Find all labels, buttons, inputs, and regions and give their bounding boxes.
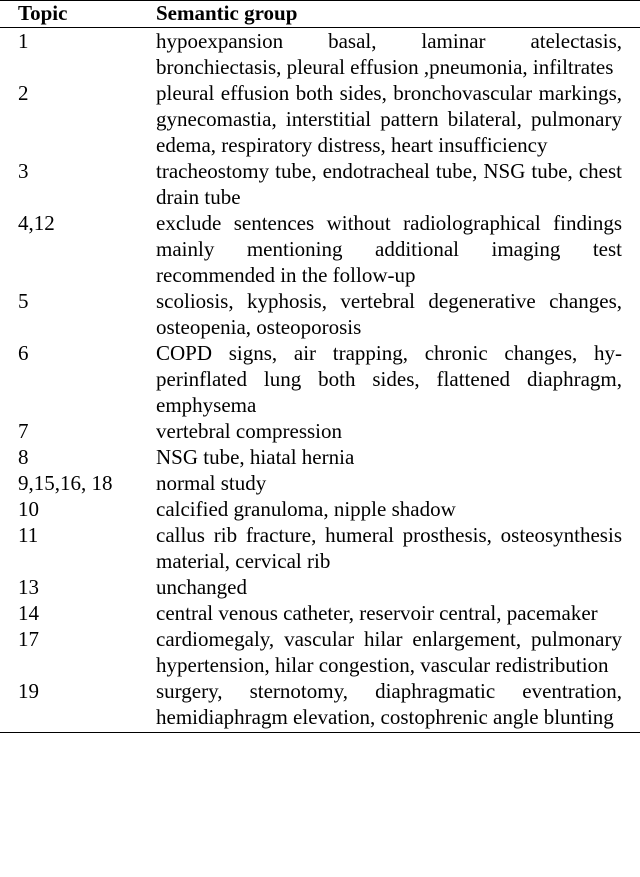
semantic-group-cell: callus rib fracture, humeral prosthesis, osteosynthesis material, cervical rib — [156, 523, 622, 573]
table-row — [0, 80, 640, 158]
table-row — [0, 340, 640, 418]
topic-cell: 19 — [0, 678, 152, 733]
semantic-group-cell: central venous catheter, reservoir central, pacemaker — [156, 601, 598, 625]
table-row — [0, 626, 640, 678]
topic-cell: 6 — [18, 341, 29, 365]
semantic-group-cell: tracheostomy tube, endotracheal tube, NSG tube, chest drain tube — [156, 159, 622, 209]
semantic-group-cell: cardiomegaly, vascular hilar enlargement, pulmonary hypertension, hilar congestion, vascular redistribution — [156, 627, 622, 677]
topic-cell: 3 — [18, 159, 29, 183]
topic-cell: 9,15,16, 18 — [18, 471, 113, 495]
semantic-group-cell: scoliosis, kyphosis, vertebral degenerative changes, osteopenia, osteoporosis — [156, 289, 622, 339]
topic-cell: 8 — [18, 445, 29, 469]
semantic-group-cell: surgery, sternotomy, diaphragmatic eventration, hemidiaphragm elevation, costophrenic angle blunting — [152, 678, 640, 733]
semantic-group-cell: NSG tube, hiatal hernia — [156, 445, 355, 469]
topic-cell: 2 — [18, 81, 29, 105]
table-row — [0, 678, 640, 733]
table-row — [0, 288, 640, 340]
header-row — [0, 1, 640, 28]
table-row — [0, 444, 640, 470]
semantic-group-cell: pleural effusion both sides, bronchovascular markings, gynecomastia, interstitial pattern bilateral, pulmonary edema, respiratory distress, heart insufficiency — [156, 81, 622, 157]
table-row — [0, 574, 640, 600]
semantic-group-cell: vertebral compression — [156, 419, 343, 443]
table-row — [0, 496, 640, 522]
topic-cell: 14 — [18, 601, 39, 625]
topic-cell: 17 — [18, 627, 39, 651]
table-row — [0, 210, 640, 288]
semantic-group-cell: calcified granuloma, nipple shadow — [156, 497, 456, 521]
topic-cell: 11 — [18, 523, 39, 547]
topic-cell: 13 — [18, 575, 39, 599]
topic-cell: 10 — [18, 497, 39, 521]
semantic-group-cell: unchanged — [156, 575, 247, 599]
topic-cell: 7 — [18, 419, 29, 443]
table-row — [0, 522, 640, 574]
semantic-group-cell: COPD signs, air trapping, chronic changes, hyperinflated lung both sides, flattened diaphragm, emphysema — [156, 341, 622, 417]
table-row — [0, 418, 640, 444]
semantic-group-cell: exclude sentences without radiolographical findings mainly mentioning additional imaging test recommended in the follow-up — [156, 211, 622, 287]
topic-column-header: Topic — [0, 1, 152, 28]
table-row — [0, 470, 640, 496]
semantic-group-cell: normal study — [156, 471, 267, 495]
topic-cell: 5 — [18, 289, 29, 313]
semantic-group-column-header: Semantic group — [152, 1, 640, 28]
semantic-group-cell: hypoexpansion basal, laminar atelectasis, bronchiectasis, pleural effusion ,pneumonia, infiltrates — [156, 29, 622, 79]
table-body — [0, 28, 640, 733]
topic-cell: 4,12 — [18, 211, 55, 235]
table-row — [0, 28, 640, 81]
table-row — [0, 158, 640, 210]
table-row — [0, 600, 640, 626]
topic-cell: 1 — [18, 29, 29, 53]
table-header — [0, 1, 640, 28]
